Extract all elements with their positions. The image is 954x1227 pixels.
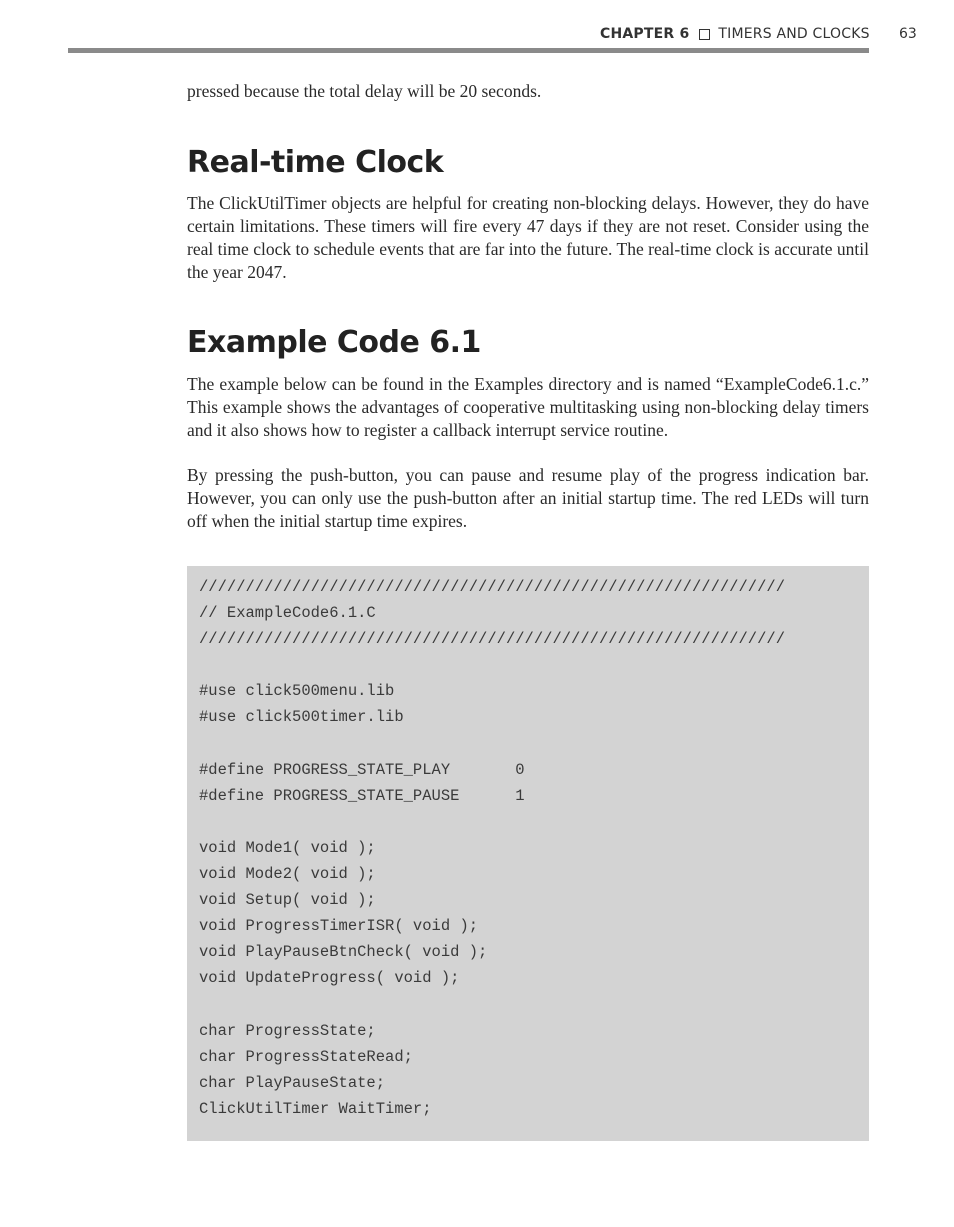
code-line: char ProgressState;: [199, 1021, 376, 1040]
header-rule: [68, 48, 869, 53]
code-line: void Mode1( void );: [199, 838, 376, 857]
code-line: char PlayPauseState;: [199, 1073, 386, 1092]
code-line: void ProgressTimerISR( void );: [199, 917, 479, 936]
section-heading-example-code: Example Code 6.1: [187, 325, 481, 360]
code-line: #define PROGRESS_STATE_PLAY 0: [199, 760, 525, 779]
page-number: 63: [899, 26, 917, 42]
code-line: #use click500timer.lib: [199, 708, 404, 727]
real-time-clock-paragraph: The ClickUtilTimer objects are helpful for creating non-blocking delays. However, they do have certain limitations. These timers will fire every 47 days if they are not reset. Consider using the real time clock to schedule events that are far into the future. The real-time clock is accurate until the year 2047.: [187, 193, 869, 282]
code-line: ClickUtilTimer WaitTimer;: [199, 1099, 432, 1118]
code-line: char ProgressStateRead;: [199, 1047, 413, 1066]
code-line: ///////////////////////////////////////////////////////////////: [199, 578, 785, 596]
example-paragraph-1: The example below can be found in the Examples directory and is named “ExampleCode6.1.c.” This example shows the advantages of cooperative multitasking using non-blocking delay timers and it also shows how to register a callback interrupt service routine.: [187, 374, 869, 440]
code-line: ///////////////////////////////////////////////////////////////: [199, 630, 785, 649]
code-line: #use click500menu.lib: [199, 682, 395, 701]
code-line: [199, 731, 785, 757]
code-lines: [199, 574, 785, 1122]
running-header: [600, 22, 870, 46]
code-line: [199, 652, 785, 678]
code-line: [199, 992, 785, 1018]
section-heading-real-time-clock: Real-time Clock: [187, 145, 444, 180]
example-paragraph-2: By pressing the push-button, you can pause and resume play of the progress indication bar. However, you can only use the push-button after an initial startup time. The red LEDs will turn off when the initial startup time expires.: [187, 465, 869, 531]
section-label: TIMERS AND CLOCKS: [718, 26, 870, 42]
code-line: void Mode2( void );: [199, 865, 376, 884]
intro-paragraph: pressed because the total delay will be 20 seconds.: [187, 81, 542, 101]
code-line: void UpdateProgress( void );: [199, 969, 460, 988]
code-line: #define PROGRESS_STATE_PAUSE 1: [199, 786, 525, 805]
chapter-label: CHAPTER 6: [600, 26, 690, 42]
code-line: void PlayPauseBtnCheck( void );: [199, 943, 488, 962]
code-listing: [187, 566, 869, 1141]
separator-box-icon: [699, 29, 710, 40]
code-line: void Setup( void );: [199, 891, 376, 910]
code-line: [199, 809, 785, 835]
code-line: // ExampleCode6.1.C: [199, 604, 376, 623]
